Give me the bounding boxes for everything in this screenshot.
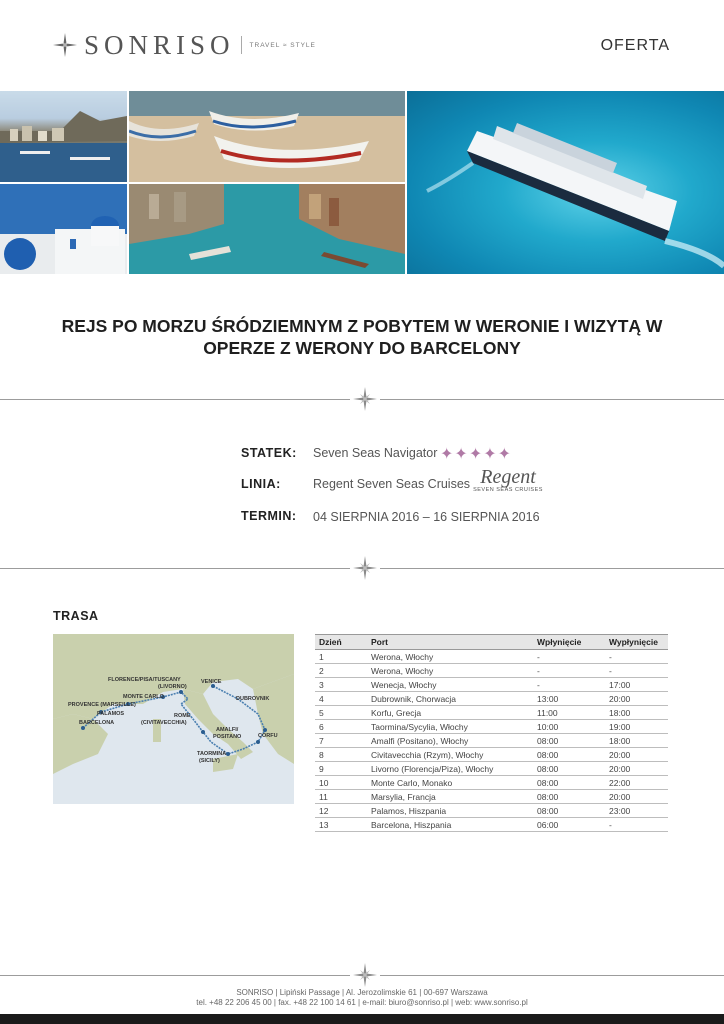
cell-arrival: 11:00	[533, 706, 605, 720]
cell-departure: -	[605, 818, 668, 832]
cell-day: 12	[315, 804, 367, 818]
map-label-sicily: (SICILY)	[199, 758, 220, 764]
cell-day: 3	[315, 678, 367, 692]
cell-departure: 20:00	[605, 790, 668, 804]
map-label-provence: PROVENCE (MARSEILLE)	[68, 702, 136, 708]
map-label-positano: POSITANO	[213, 734, 242, 740]
cell-day: 9	[315, 762, 367, 776]
cell-departure: -	[605, 664, 668, 678]
photo-venice-canal	[129, 184, 405, 274]
compass-star-icon	[352, 555, 378, 581]
logo-separator	[241, 36, 242, 54]
ship-value: Seven Seas Navigator	[313, 446, 438, 460]
table-row	[315, 818, 668, 832]
column-header-port: Port	[367, 635, 533, 650]
document-type: OFERTA	[600, 37, 670, 54]
map-label-civitavecchia: (CIVITAVECCHIA)	[141, 720, 187, 726]
cell-port: Dubrownik, Chorwacja	[367, 692, 533, 706]
cell-arrival: -	[533, 664, 605, 678]
map-label-dubrovnik: DUBROVNIK	[236, 696, 270, 702]
route-map	[53, 634, 294, 804]
brand-name: SONRISO	[84, 29, 235, 60]
table-row	[315, 678, 668, 692]
table-row	[315, 650, 668, 664]
column-header-departure: Wypłynięcie	[605, 635, 668, 650]
cell-arrival: 08:00	[533, 734, 605, 748]
cell-day: 7	[315, 734, 367, 748]
cell-port: Wenecja, Włochy	[367, 678, 533, 692]
cell-day: 10	[315, 776, 367, 790]
cell-arrival: -	[533, 678, 605, 692]
line-value: Regent Seven Seas Cruises	[313, 477, 471, 491]
map-label-taormina: TAORMINA	[197, 751, 227, 757]
divider-line	[0, 975, 350, 976]
cell-arrival: 06:00	[533, 818, 605, 832]
offer-title: REJS PO MORZU ŚRÓDZIEMNYM Z POBYTEM W WERONIE I WIZYTĄ W OPERZE Z WERONY DO BARCELONY	[61, 316, 663, 358]
divider-line	[380, 568, 724, 569]
cell-departure: 20:00	[605, 748, 668, 762]
route-heading: TRASA	[53, 609, 99, 623]
itinerary-table	[315, 634, 668, 832]
divider-line	[380, 975, 724, 976]
brand-tagline: TRAVEL ≈ STYLE	[249, 41, 316, 49]
column-header-day: Dzień	[315, 635, 367, 650]
table-row	[315, 706, 668, 720]
table-row	[315, 804, 668, 818]
map-label-livorno: (LIVORNO)	[158, 684, 187, 690]
cell-day: 8	[315, 748, 367, 762]
cell-day: 4	[315, 692, 367, 706]
compass-star-icon	[352, 386, 378, 412]
map-label-venice: VENICE	[201, 679, 222, 685]
regent-logo-name: Regent	[480, 466, 536, 488]
cell-arrival: 08:00	[533, 762, 605, 776]
line-label: LINIA:	[241, 477, 281, 491]
regent-logo	[472, 467, 544, 493]
photo-harbor	[0, 91, 127, 182]
cell-arrival: 08:00	[533, 776, 605, 790]
table-row	[315, 734, 668, 748]
brand-logo	[52, 28, 316, 62]
cell-port: Amalfi (Positano), Włochy	[367, 734, 533, 748]
cell-port: Monte Carlo, Monako	[367, 776, 533, 790]
map-label-barcelona: BARCELONA	[79, 720, 115, 726]
cell-port: Palamos, Hiszpania	[367, 804, 533, 818]
footer-contact: tel. +48 22 206 45 00 | fax. +48 22 100 14 61 | e-mail: biuro@sonriso.pl | web: www.sonriso.pl	[196, 998, 528, 1007]
footer-address: SONRISO | Lipiński Passage | Al. Jerozolimskie 61 | 00-697 Warszawa	[236, 988, 488, 997]
divider-line	[380, 399, 724, 400]
photo-santorini	[0, 184, 127, 274]
cell-day: 5	[315, 706, 367, 720]
map-label-amalfi: AMALFI/	[216, 727, 239, 733]
cell-arrival: 08:00	[533, 748, 605, 762]
cell-port: Marsylia, Francja	[367, 790, 533, 804]
cell-port: Werona, Włochy	[367, 664, 533, 678]
map-label-monte-carlo: MONTE CARLO	[123, 694, 164, 700]
cell-departure: 19:00	[605, 720, 668, 734]
cell-departure: 20:00	[605, 762, 668, 776]
cell-arrival: 08:00	[533, 790, 605, 804]
ship-label: STATEK:	[241, 446, 297, 460]
cell-departure: 17:00	[605, 678, 668, 692]
column-header-arrival: Wpłynięcie	[533, 635, 605, 650]
cell-port: Werona, Włochy	[367, 650, 533, 664]
cell-departure: -	[605, 650, 668, 664]
photo-boats-beach	[129, 91, 405, 182]
map-label-palamos: PALAMOS	[97, 711, 125, 717]
map-label-florence: FLORENCE/PISA/TUSCANY	[108, 677, 181, 683]
cell-arrival: 13:00	[533, 692, 605, 706]
compass-star-icon	[52, 32, 78, 58]
table-row	[315, 720, 668, 734]
cell-port: Taormina/Sycylia, Włochy	[367, 720, 533, 734]
table-row	[315, 664, 668, 678]
cell-day: 6	[315, 720, 367, 734]
cell-day: 11	[315, 790, 367, 804]
map-label-rome: ROME	[174, 713, 191, 719]
cell-day: 1	[315, 650, 367, 664]
term-value: 04 SIERPNIA 2016 – 16 SIERPNIA 2016	[313, 510, 540, 524]
divider-line	[0, 399, 350, 400]
map-label-corfu: CORFU	[258, 733, 278, 739]
table-row	[315, 692, 668, 706]
table-header-row	[315, 635, 668, 650]
cell-arrival: 08:00	[533, 804, 605, 818]
table-row	[315, 776, 668, 790]
star-rating-icon: ✦✦✦✦✦	[440, 446, 513, 463]
cell-port: Korfu, Grecja	[367, 706, 533, 720]
table-row	[315, 790, 668, 804]
cell-port: Civitavecchia (Rzym), Włochy	[367, 748, 533, 762]
table-row	[315, 748, 668, 762]
cell-departure: 20:00	[605, 692, 668, 706]
cell-arrival: 10:00	[533, 720, 605, 734]
cell-departure: 22:00	[605, 776, 668, 790]
cell-day: 2	[315, 664, 367, 678]
cell-departure: 18:00	[605, 734, 668, 748]
footer-bar	[0, 1014, 724, 1024]
photo-cruise-ship	[407, 91, 724, 274]
cell-departure: 18:00	[605, 706, 668, 720]
term-label: TERMIN:	[241, 509, 297, 523]
cell-port: Barcelona, Hiszpania	[367, 818, 533, 832]
regent-logo-subtitle: SEVEN SEAS CRUISES	[473, 487, 543, 493]
itinerary-table-body	[315, 650, 668, 832]
divider-line	[0, 568, 350, 569]
cell-departure: 23:00	[605, 804, 668, 818]
cell-port: Livorno (Florencja/Piza), Włochy	[367, 762, 533, 776]
cell-arrival: -	[533, 650, 605, 664]
cell-day: 13	[315, 818, 367, 832]
table-row	[315, 762, 668, 776]
compass-star-icon	[352, 962, 378, 988]
